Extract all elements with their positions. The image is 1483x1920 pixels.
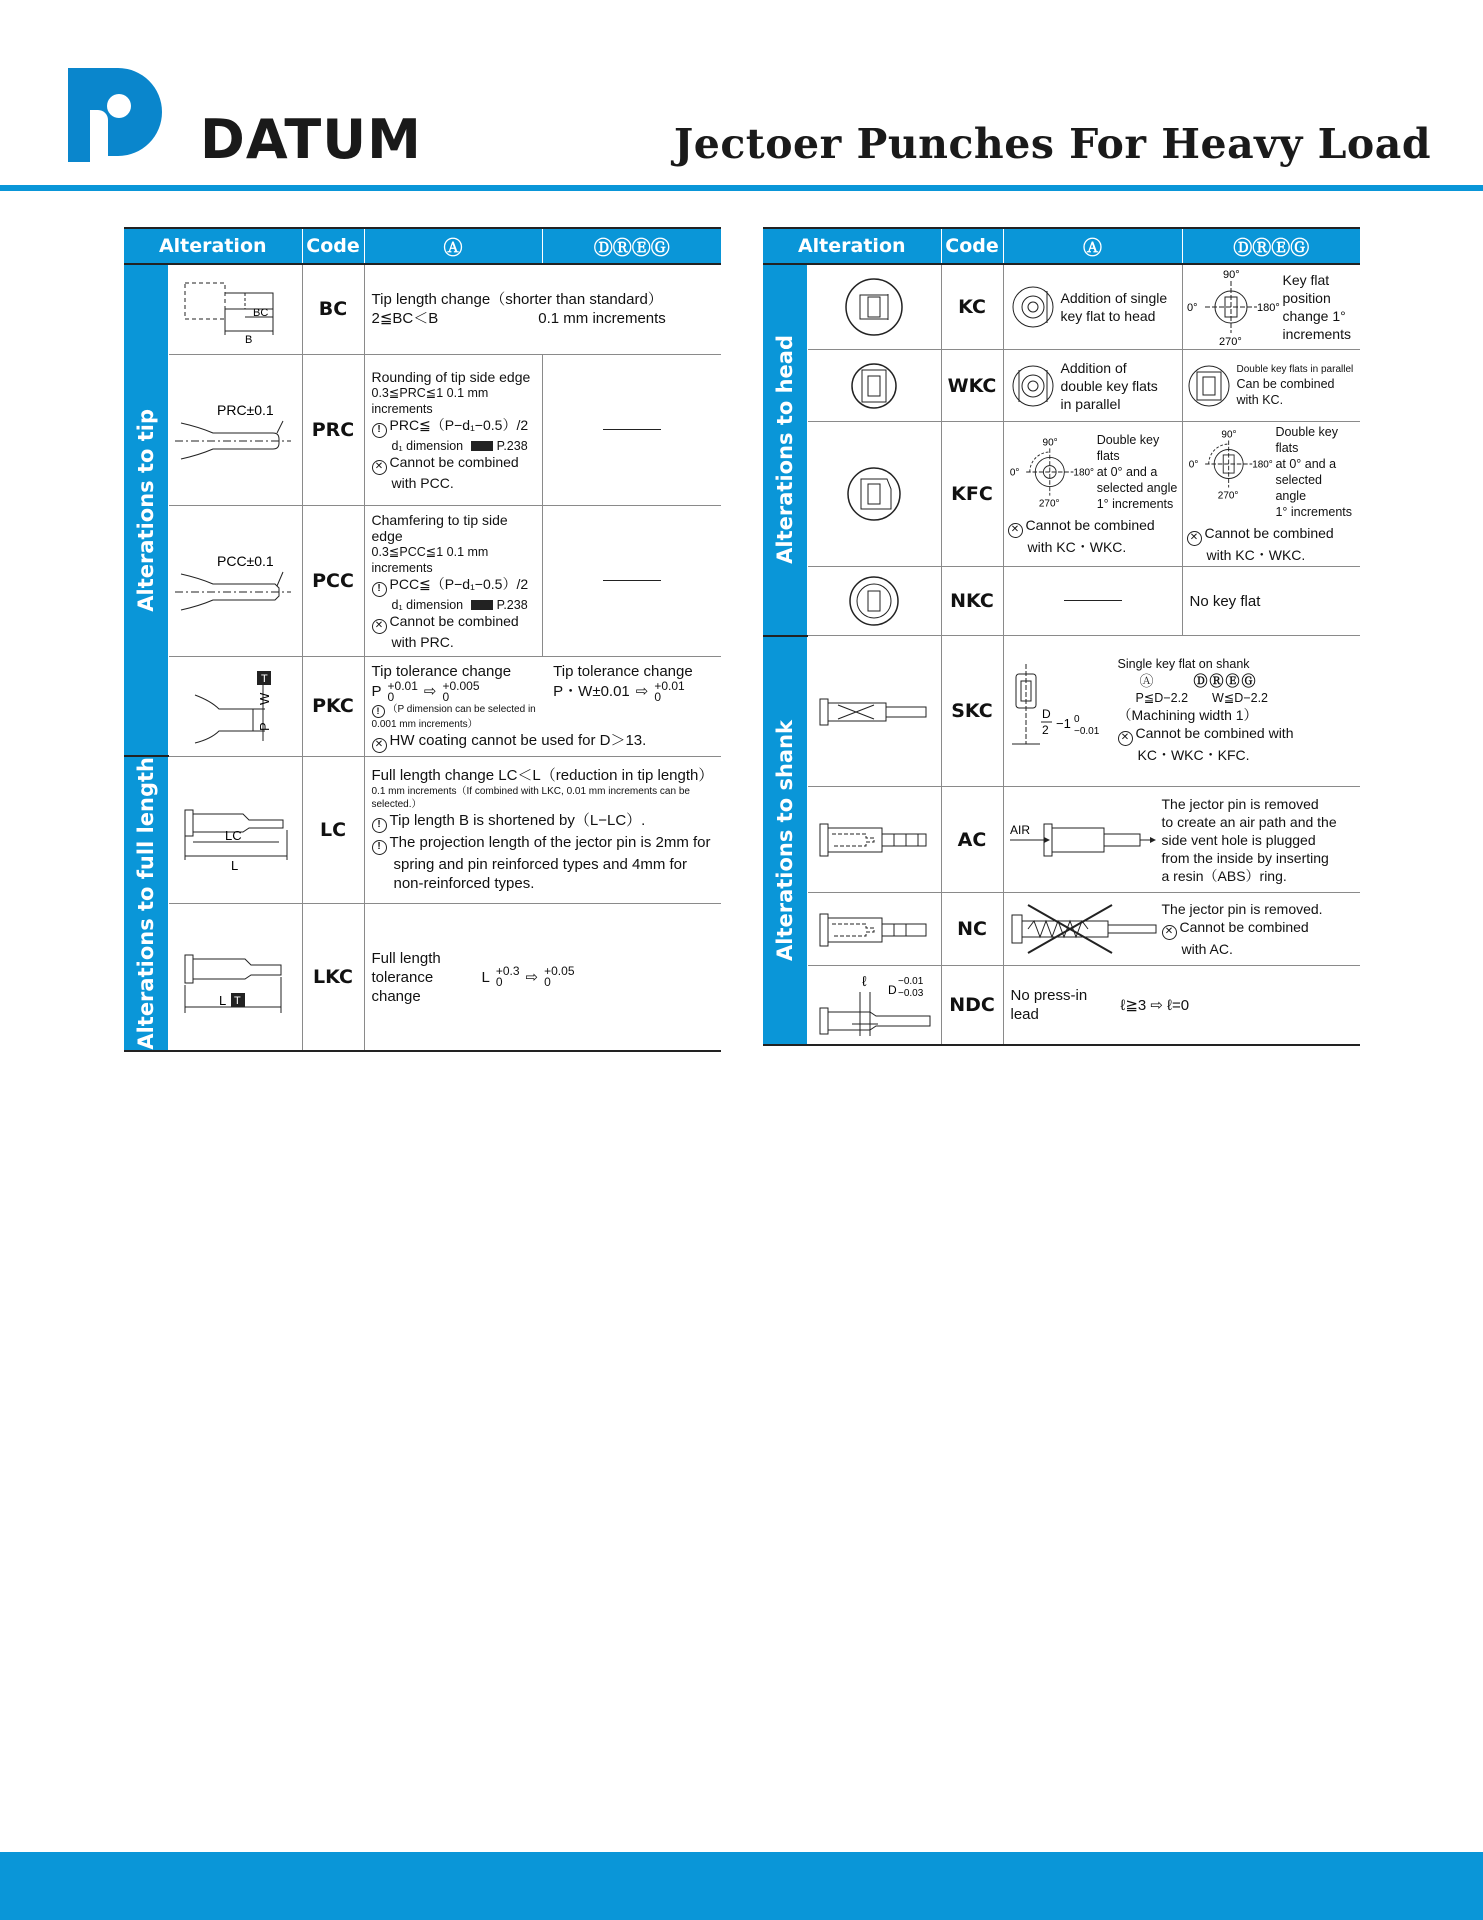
kfc-d-angle-diagram: [1187, 424, 1274, 504]
prohibit-icon: ✕: [372, 738, 387, 753]
svg-text:L: L: [231, 857, 239, 873]
ac-desc: AIR The jector pin is removed to create an air path and the side vent hole is plugged from the inside by inserting a resin（ABS）ring.: [1003, 787, 1360, 893]
svg-text:−0.03: −0.03: [898, 988, 924, 999]
datum-logo-icon: [68, 68, 162, 162]
code-nc: NC: [941, 893, 1003, 966]
pcc-desc: Chamfering to tip side edge 0.3≦PCC≦1 0.1 mm increments ! PCC≦（P−d₁−0.5）/2 d₁ dimension P.238 ✕ Cannot be combined with PRC.: [364, 505, 542, 656]
kfc-dreg-desc: 90° 0° 180° 270° Double key flats at 0° and a selected angle 1° increments ✕ Cannot be combined with KC・WKC.: [1182, 422, 1360, 567]
code-ac: AC: [941, 787, 1003, 893]
svg-text:180°: 180°: [1072, 467, 1094, 479]
group-full-length: Alterations to full length: [124, 756, 168, 1051]
prc-dreg-empty: [542, 354, 721, 505]
page-title: Jectoer Punches For Heavy Load: [673, 120, 1431, 168]
bc-desc: Tip length change（shorter than standard） 2≦BC＜B 0.1 mm increments: [364, 264, 721, 354]
svg-text:90°: 90°: [1220, 429, 1236, 441]
skc-section-diagram: [1008, 656, 1118, 766]
hint-icon: !: [372, 582, 387, 597]
nkc-a-empty: [1003, 567, 1182, 636]
code-prc: PRC: [302, 354, 364, 505]
pcc-fig-label: PCC±0.1: [217, 552, 274, 569]
svg-text:T: T: [261, 673, 268, 685]
group-shank: Alterations to shank: [763, 636, 807, 1046]
group-tip: Alterations to tip: [124, 264, 168, 756]
col-dreg: ⒹⓇⒺⒼ: [1182, 228, 1360, 264]
kc-dreg-desc: 90° 0° 180° 270° Key flat position change 1° increments: [1182, 264, 1360, 350]
svg-text:W: W: [257, 692, 272, 705]
kc-figure: [807, 264, 941, 350]
col-alteration: Alteration: [124, 228, 302, 264]
prc-fig-label: PRC±0.1: [217, 401, 274, 418]
nkc-figure: [807, 567, 941, 636]
prohibit-icon: ✕: [1008, 523, 1023, 538]
svg-text:90°: 90°: [1222, 269, 1240, 281]
svg-text:0°: 0°: [1188, 459, 1198, 471]
prc-figure: [168, 354, 302, 505]
svg-text:0°: 0°: [1186, 302, 1198, 314]
hint-icon: !: [372, 818, 387, 833]
hint-icon: !: [372, 705, 385, 718]
wkc-d-icon: [1187, 364, 1231, 408]
svg-text:180°: 180°: [1256, 302, 1280, 314]
prc-desc: Rounding of tip side edge 0.3≦PRC≦1 0.1 mm increments ! PRC≦（P−d₁−0.5）/2 d₁ dimension P.238 ✕ Cannot be combined with PCC.: [364, 354, 542, 505]
hint-icon: !: [372, 840, 387, 855]
lkc-figure: [168, 904, 302, 1051]
pcc-dreg-empty: [542, 505, 721, 656]
bc-fig-label: BC: [253, 307, 269, 320]
code-pcc: PCC: [302, 505, 364, 656]
skc-desc: D 2 −1 0 −0.01 Single key flat on shank Ⓐ ⒹⓇⒺⒼ P≦D−2.2 W≦D−2.2 （Machining width 1） ✕ Cannot be combined with KC・WKC・KFC.: [1003, 636, 1360, 787]
col-code: Code: [941, 228, 1003, 264]
lkc-desc: Full length tolerance change L +0.3 0 ⇨ +0.05 0: [364, 904, 721, 1051]
kc-a-icon: [1011, 285, 1055, 329]
kfc-a-desc: 90° 0° 180° 270° Double key flats at 0° and a selected angle 1° increments ✕ Cannot be combined with KC・WKC.: [1003, 422, 1182, 567]
reference-icon: [471, 600, 493, 610]
footer-bar: [0, 1852, 1483, 1920]
wkc-figure: [807, 350, 941, 422]
nc-removed-pin-diagram: [1008, 901, 1158, 957]
head-shank-alterations-table: [763, 227, 1360, 1046]
code-lkc: LKC: [302, 904, 364, 1051]
code-kfc: KFC: [941, 422, 1003, 567]
svg-text:−0.01: −0.01: [898, 976, 924, 987]
wkc-dreg-desc: Double key flats in parallel Can be combined with KC.: [1182, 350, 1360, 422]
pkc-figure: [168, 656, 302, 756]
prohibit-icon: ✕: [372, 460, 387, 475]
reference-icon: [471, 441, 493, 451]
svg-text:L: L: [219, 993, 227, 1008]
ac-figure: [807, 787, 941, 893]
svg-text:T: T: [234, 995, 241, 1007]
kc-a-desc: Addition of single key flat to head: [1003, 264, 1182, 350]
svg-text:270°: 270°: [1218, 336, 1242, 347]
svg-text:D: D: [1041, 707, 1051, 721]
lc-figure: [168, 756, 302, 904]
code-kc: KC: [941, 264, 1003, 350]
svg-text:−1: −1: [1055, 716, 1071, 731]
svg-text:0: 0: [1073, 714, 1080, 725]
code-nkc: NKC: [941, 567, 1003, 636]
code-bc: BC: [302, 264, 364, 354]
code-skc: SKC: [941, 636, 1003, 787]
col-dreg: ⒹⓇⒺⒼ: [542, 228, 721, 264]
tip-alterations-table: [124, 227, 721, 1052]
pcc-figure: [168, 505, 302, 656]
nc-desc: The jector pin is removed. ✕ Cannot be combined with AC.: [1003, 893, 1360, 966]
prohibit-icon: ✕: [1187, 531, 1202, 546]
prohibit-icon: ✕: [1118, 731, 1133, 746]
svg-text:LC: LC: [225, 827, 242, 843]
col-a: Ⓐ: [1003, 228, 1182, 264]
brand-name: DATUM: [200, 108, 422, 171]
prohibit-icon: ✕: [1162, 925, 1177, 940]
svg-text:D: D: [888, 983, 897, 997]
kc-angle-diagram: [1185, 267, 1281, 347]
svg-text:2: 2: [1041, 723, 1049, 737]
code-wkc: WKC: [941, 350, 1003, 422]
group-head: Alterations to head: [763, 264, 807, 636]
svg-text:0°: 0°: [1009, 467, 1019, 479]
svg-text:ℓ: ℓ: [862, 973, 867, 989]
ndc-desc: No press-in lead ℓ≧3 ⇨ ℓ=0: [1003, 966, 1360, 1046]
code-pkc: PKC: [302, 656, 364, 756]
ac-airflow-diagram: [1008, 810, 1158, 870]
prohibit-icon: ✕: [372, 619, 387, 634]
col-alteration: Alteration: [763, 228, 941, 264]
svg-text:P: P: [257, 722, 272, 731]
wkc-a-desc: Addition of double key flats in parallel: [1003, 350, 1182, 422]
hint-icon: !: [372, 423, 387, 438]
ndc-figure: [807, 966, 941, 1046]
code-lc: LC: [302, 756, 364, 904]
header-rule: [0, 185, 1483, 191]
nkc-dreg-desc: No key flat: [1182, 567, 1360, 636]
kfc-a-angle-diagram: [1008, 432, 1095, 512]
code-ndc: NDC: [941, 966, 1003, 1046]
svg-text:270°: 270°: [1217, 490, 1238, 502]
bc-figure: [168, 264, 302, 354]
kfc-figure: [807, 422, 941, 567]
b-fig-label: B: [245, 334, 253, 347]
svg-text:180°: 180°: [1251, 459, 1273, 471]
pkc-desc: Tip tolerance change P +0.01 0 ⇨ +0.005 0 ! （P dimension can be selected in 0.001 mm increments） Tip tolerance change P・W±0.01 ⇨ +0.01 0 ✕ HW coating cannot be used for D＞13.: [364, 656, 721, 756]
wkc-a-icon: [1011, 364, 1055, 408]
svg-text:270°: 270°: [1038, 498, 1060, 510]
lc-desc: Full length change LC＜L（reduction in tip length） 0.1 mm increments（If combined with LKC, 0.01 mm increments can be selected.） ! Tip length B is shortened by（L−LC）. ! The projection length of the jector pin is 2mm for spring and pin reinforced types and 4mm for non-reinforced types.: [364, 756, 721, 904]
nc-figure: [807, 893, 941, 966]
svg-text:90°: 90°: [1042, 437, 1058, 449]
svg-text:−0.01: −0.01: [1073, 726, 1099, 737]
col-code: Code: [302, 228, 364, 264]
skc-figure: [807, 636, 941, 787]
svg-text:AIR: AIR: [1009, 822, 1030, 837]
col-a: Ⓐ: [364, 228, 542, 264]
